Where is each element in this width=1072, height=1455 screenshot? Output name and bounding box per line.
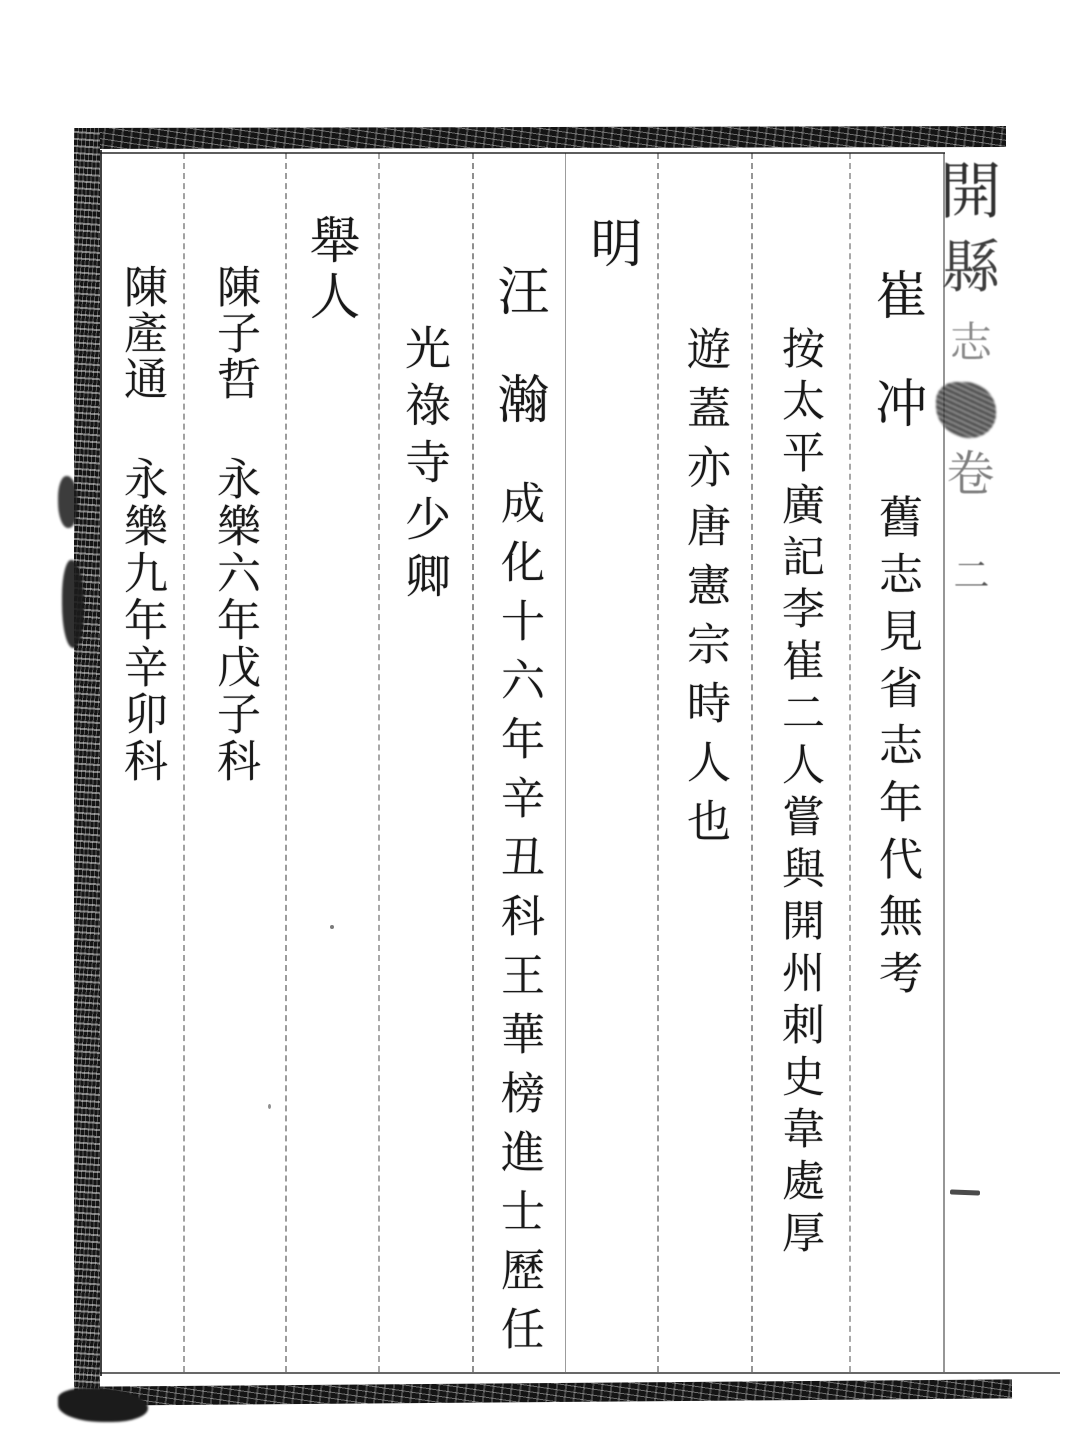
ink-blot: [936, 382, 996, 438]
entry-wanghan-desc-line2: 光祿寺少卿: [398, 324, 452, 609]
column-separator: [657, 153, 659, 1372]
volume-title-char: 志: [944, 320, 993, 362]
bottom-border-band: [94, 1379, 1012, 1405]
column-separator: [183, 153, 185, 1372]
entry-cuichong-name: 崔冲: [866, 268, 926, 484]
inner-frame-left-line: [100, 150, 102, 1376]
inner-frame-bottom-line: [100, 1372, 1060, 1374]
speck: [330, 925, 334, 929]
speck: [268, 1104, 271, 1109]
top-border-band: [86, 126, 1006, 149]
section-heading-ming: 明: [581, 216, 641, 268]
entry-chenzizhe-name: 陳子哲: [209, 264, 260, 402]
annotation-line-2: 遊蓋亦唐憲宗時人也: [679, 326, 730, 857]
entry-chenchantong-desc: 永樂九年辛卯科: [116, 456, 167, 785]
volume-title-char: 二: [948, 556, 989, 592]
stray-dash-mark: [950, 1189, 980, 1195]
section-heading-juren: 舉人: [302, 214, 360, 326]
inner-frame-top-line: [100, 152, 945, 154]
volume-title-char: 卷: [938, 448, 994, 496]
column-separator: [285, 153, 287, 1372]
annotation-line-1: 按太平廣記李崔二人嘗與開州刺史韋處厚: [775, 326, 825, 1262]
column-separator: [751, 153, 753, 1372]
entry-cuichong-note: 舊志見省志年代無考: [871, 494, 922, 1007]
column-separator: [472, 153, 474, 1372]
entry-wanghan-name: 汪瀚: [488, 264, 548, 480]
column-separator: [849, 153, 851, 1372]
column-separator: [565, 153, 566, 1372]
volume-title-char: 縣: [932, 236, 1000, 294]
entry-chenzizhe-desc: 永樂六年戊子科: [209, 456, 260, 785]
left-spine-band: [74, 128, 100, 1410]
volume-title-char: 開: [929, 158, 1002, 220]
entry-wanghan-desc-line1: 成化十六年辛丑科王華榜進士歷任: [493, 480, 544, 1365]
column-separator: [378, 153, 380, 1372]
entry-chenchantong-name: 陳產通: [116, 264, 167, 402]
